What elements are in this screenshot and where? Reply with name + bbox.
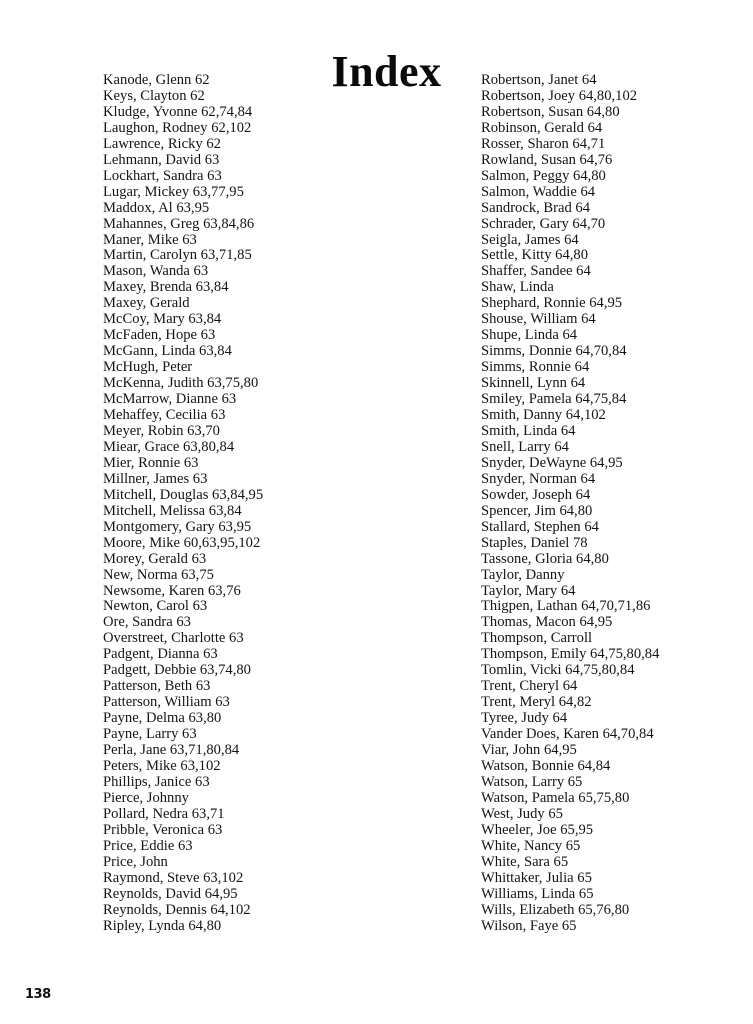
index-entry: Shephard, Ronnie 64,95: [481, 295, 623, 312]
index-entry: West, Judy 65: [481, 805, 563, 822]
index-entry: Ripley, Lynda 64,80: [103, 917, 222, 934]
index-entry: Mehaffey, Cecilia 63: [103, 407, 226, 424]
index-entry: Staples, Daniel 78: [481, 534, 588, 551]
index-entry: Millner, James 63: [103, 470, 208, 487]
index-entry: Lockhart, Sandra 63: [103, 167, 222, 184]
index-entry: McFaden, Hope 63: [103, 327, 216, 344]
index-entry: Phillips, Janice 63: [103, 773, 210, 790]
index-entry: Thomas, Macon 64,95: [481, 614, 613, 631]
index-entry: Mitchell, Melissa 63,84: [103, 502, 242, 519]
index-entry: Overstreet, Charlotte 63: [103, 630, 244, 647]
index-entry: Keys, Clayton 62: [103, 87, 205, 104]
index-entry: Laughon, Rodney 62,102: [103, 119, 252, 136]
index-entry: Payne, Larry 63: [103, 726, 197, 743]
index-entry: Price, Eddie 63: [103, 837, 193, 854]
index-entry: McGann, Linda 63,84: [103, 343, 232, 360]
index-entry: Martin, Carolyn 63,71,85: [103, 247, 252, 264]
index-entry: Tomlin, Vicki 64,75,80,84: [481, 662, 635, 679]
index-entry: Shouse, William 64: [481, 311, 596, 328]
index-entry: Newton, Carol 63: [103, 598, 208, 615]
index-entry: Tassone, Gloria 64,80: [481, 550, 609, 567]
index-entry: Kanode, Glenn 62: [103, 72, 210, 88]
index-entry: Whittaker, Julia 65: [481, 869, 592, 886]
index-entry: Robertson, Joey 64,80,102: [481, 87, 638, 104]
index-entry: Maxey, Gerald: [103, 295, 190, 312]
index-entry: Wheeler, Joe 65,95: [481, 821, 594, 838]
index-entry: Maddox, Al 63,95: [103, 199, 210, 216]
index-entry: Snyder, DeWayne 64,95: [481, 454, 623, 471]
index-entry: Shupe, Linda 64: [481, 327, 578, 344]
index-entry: Mahannes, Greg 63,84,86: [103, 215, 255, 232]
index-entry: Pollard, Nedra 63,71: [103, 805, 225, 822]
index-entry: Padgett, Debbie 63,74,80: [103, 662, 251, 679]
index-entry: Reynolds, David 64,95: [103, 885, 238, 902]
index-entry: Viar, John 64,95: [481, 742, 577, 759]
index-entry: Mier, Ronnie 63: [103, 454, 199, 471]
index-entry: Perla, Jane 63,71,80,84: [103, 742, 240, 759]
index-entry: Seigla, James 64: [481, 231, 579, 248]
index-entry: Shaw, Linda: [481, 279, 554, 296]
index-entry: Newsome, Karen 63,76: [103, 582, 241, 599]
index-entry: Lawrence, Ricky 62: [103, 135, 221, 152]
index-entry: New, Norma 63,75: [103, 566, 214, 583]
index-entry: Robertson, Susan 64,80: [481, 103, 620, 120]
index-entry: Raymond, Steve 63,102: [103, 869, 244, 886]
index-entry: Robinson, Gerald 64: [481, 119, 603, 136]
index-entry: Trent, Meryl 64,82: [481, 694, 592, 711]
index-entry: Sandrock, Brad 64: [481, 199, 591, 216]
index-entry: Thompson, Carroll: [481, 630, 593, 647]
index-entry: McHugh, Peter: [103, 359, 193, 376]
index-column-left: [103, 73, 263, 934]
index-entry: Lehmann, David 63: [103, 151, 220, 168]
index-entry: Wilson, Faye 65: [481, 917, 577, 934]
index-entry: Salmon, Peggy 64,80: [481, 167, 606, 184]
index-entry: Rosser, Sharon 64,71: [481, 135, 606, 152]
index-entry: Smith, Danny 64,102: [481, 407, 606, 424]
index-entry: Padgent, Dianna 63: [103, 646, 218, 663]
index-entry: Miear, Grace 63,80,84: [103, 438, 235, 455]
index-entry: Trent, Cheryl 64: [481, 678, 578, 695]
index-entry: McCoy, Mary 63,84: [103, 311, 222, 328]
index-entry: Thompson, Emily 64,75,80,84: [481, 646, 660, 663]
index-entry: Sowder, Joseph 64: [481, 486, 591, 503]
index-entry: Settle, Kitty 64,80: [481, 247, 589, 264]
index-entry: Simms, Ronnie 64: [481, 359, 590, 376]
index-entry: Maxey, Brenda 63,84: [103, 279, 229, 296]
index-entry: Ore, Sandra 63: [103, 614, 191, 631]
index-entry: McKenna, Judith 63,75,80: [103, 375, 259, 392]
index-entry: Kludge, Yvonne 62,74,84: [103, 103, 253, 120]
index-entry: Taylor, Danny: [481, 566, 565, 583]
index-entry: Rowland, Susan 64,76: [481, 151, 613, 168]
index-entry: White, Sara 65: [481, 853, 569, 870]
index-entry: Peters, Mike 63,102: [103, 757, 221, 774]
index-entry: Smiley, Pamela 64,75,84: [481, 391, 627, 408]
index-entry: Stallard, Stephen 64: [481, 518, 599, 535]
index-entry: Spencer, Jim 64,80: [481, 502, 593, 519]
index-entry: Moore, Mike 60,63,95,102: [103, 534, 261, 551]
index-entry: Montgomery, Gary 63,95: [103, 518, 252, 535]
index-entry: Thigpen, Lathan 64,70,71,86: [481, 598, 651, 615]
index-entry: Maner, Mike 63: [103, 231, 197, 248]
index-entry: Patterson, William 63: [103, 694, 230, 711]
index-column-right: [481, 73, 659, 934]
index-entry: Lugar, Mickey 63,77,95: [103, 183, 244, 200]
index-entry: Wills, Elizabeth 65,76,80: [481, 901, 630, 918]
index-entry: Smith, Linda 64: [481, 422, 576, 439]
index-entry: Vander Does, Karen 64,70,84: [481, 726, 654, 743]
page-number: 138: [25, 987, 51, 1002]
index-entry: Schrader, Gary 64,70: [481, 215, 606, 232]
index-entry: Williams, Linda 65: [481, 885, 594, 902]
index-entry: Watson, Larry 65: [481, 773, 583, 790]
index-entry: Simms, Donnie 64,70,84: [481, 343, 627, 360]
index-entry: Skinnell, Lynn 64: [481, 375, 586, 392]
index-entry: Taylor, Mary 64: [481, 582, 576, 599]
index-entry: Mason, Wanda 63: [103, 263, 209, 280]
index-entry: Payne, Delma 63,80: [103, 710, 222, 727]
index-entry: Pribble, Veronica 63: [103, 821, 223, 838]
index-entry: Watson, Bonnie 64,84: [481, 757, 611, 774]
index-entry: Watson, Pamela 65,75,80: [481, 789, 630, 806]
index-entry: Pierce, Johnny: [103, 789, 189, 806]
index-entry: Price, John: [103, 853, 168, 870]
index-entry: Patterson, Beth 63: [103, 678, 211, 695]
index-entry: White, Nancy 65: [481, 837, 581, 854]
index-entry: Robertson, Janet 64: [481, 72, 597, 88]
index-entry: Tyree, Judy 64: [481, 710, 568, 727]
page-title: Index: [331, 47, 442, 97]
index-entry: Morey, Gerald 63: [103, 550, 207, 567]
index-entry: Shaffer, Sandee 64: [481, 263, 591, 280]
index-entry: Mitchell, Douglas 63,84,95: [103, 486, 264, 503]
index-entry: Reynolds, Dennis 64,102: [103, 901, 251, 918]
index-entry: Snyder, Norman 64: [481, 470, 596, 487]
index-entry: McMarrow, Dianne 63: [103, 391, 237, 408]
index-entry: Salmon, Waddie 64: [481, 183, 596, 200]
index-entry: Snell, Larry 64: [481, 438, 569, 455]
index-entry: Meyer, Robin 63,70: [103, 422, 220, 439]
